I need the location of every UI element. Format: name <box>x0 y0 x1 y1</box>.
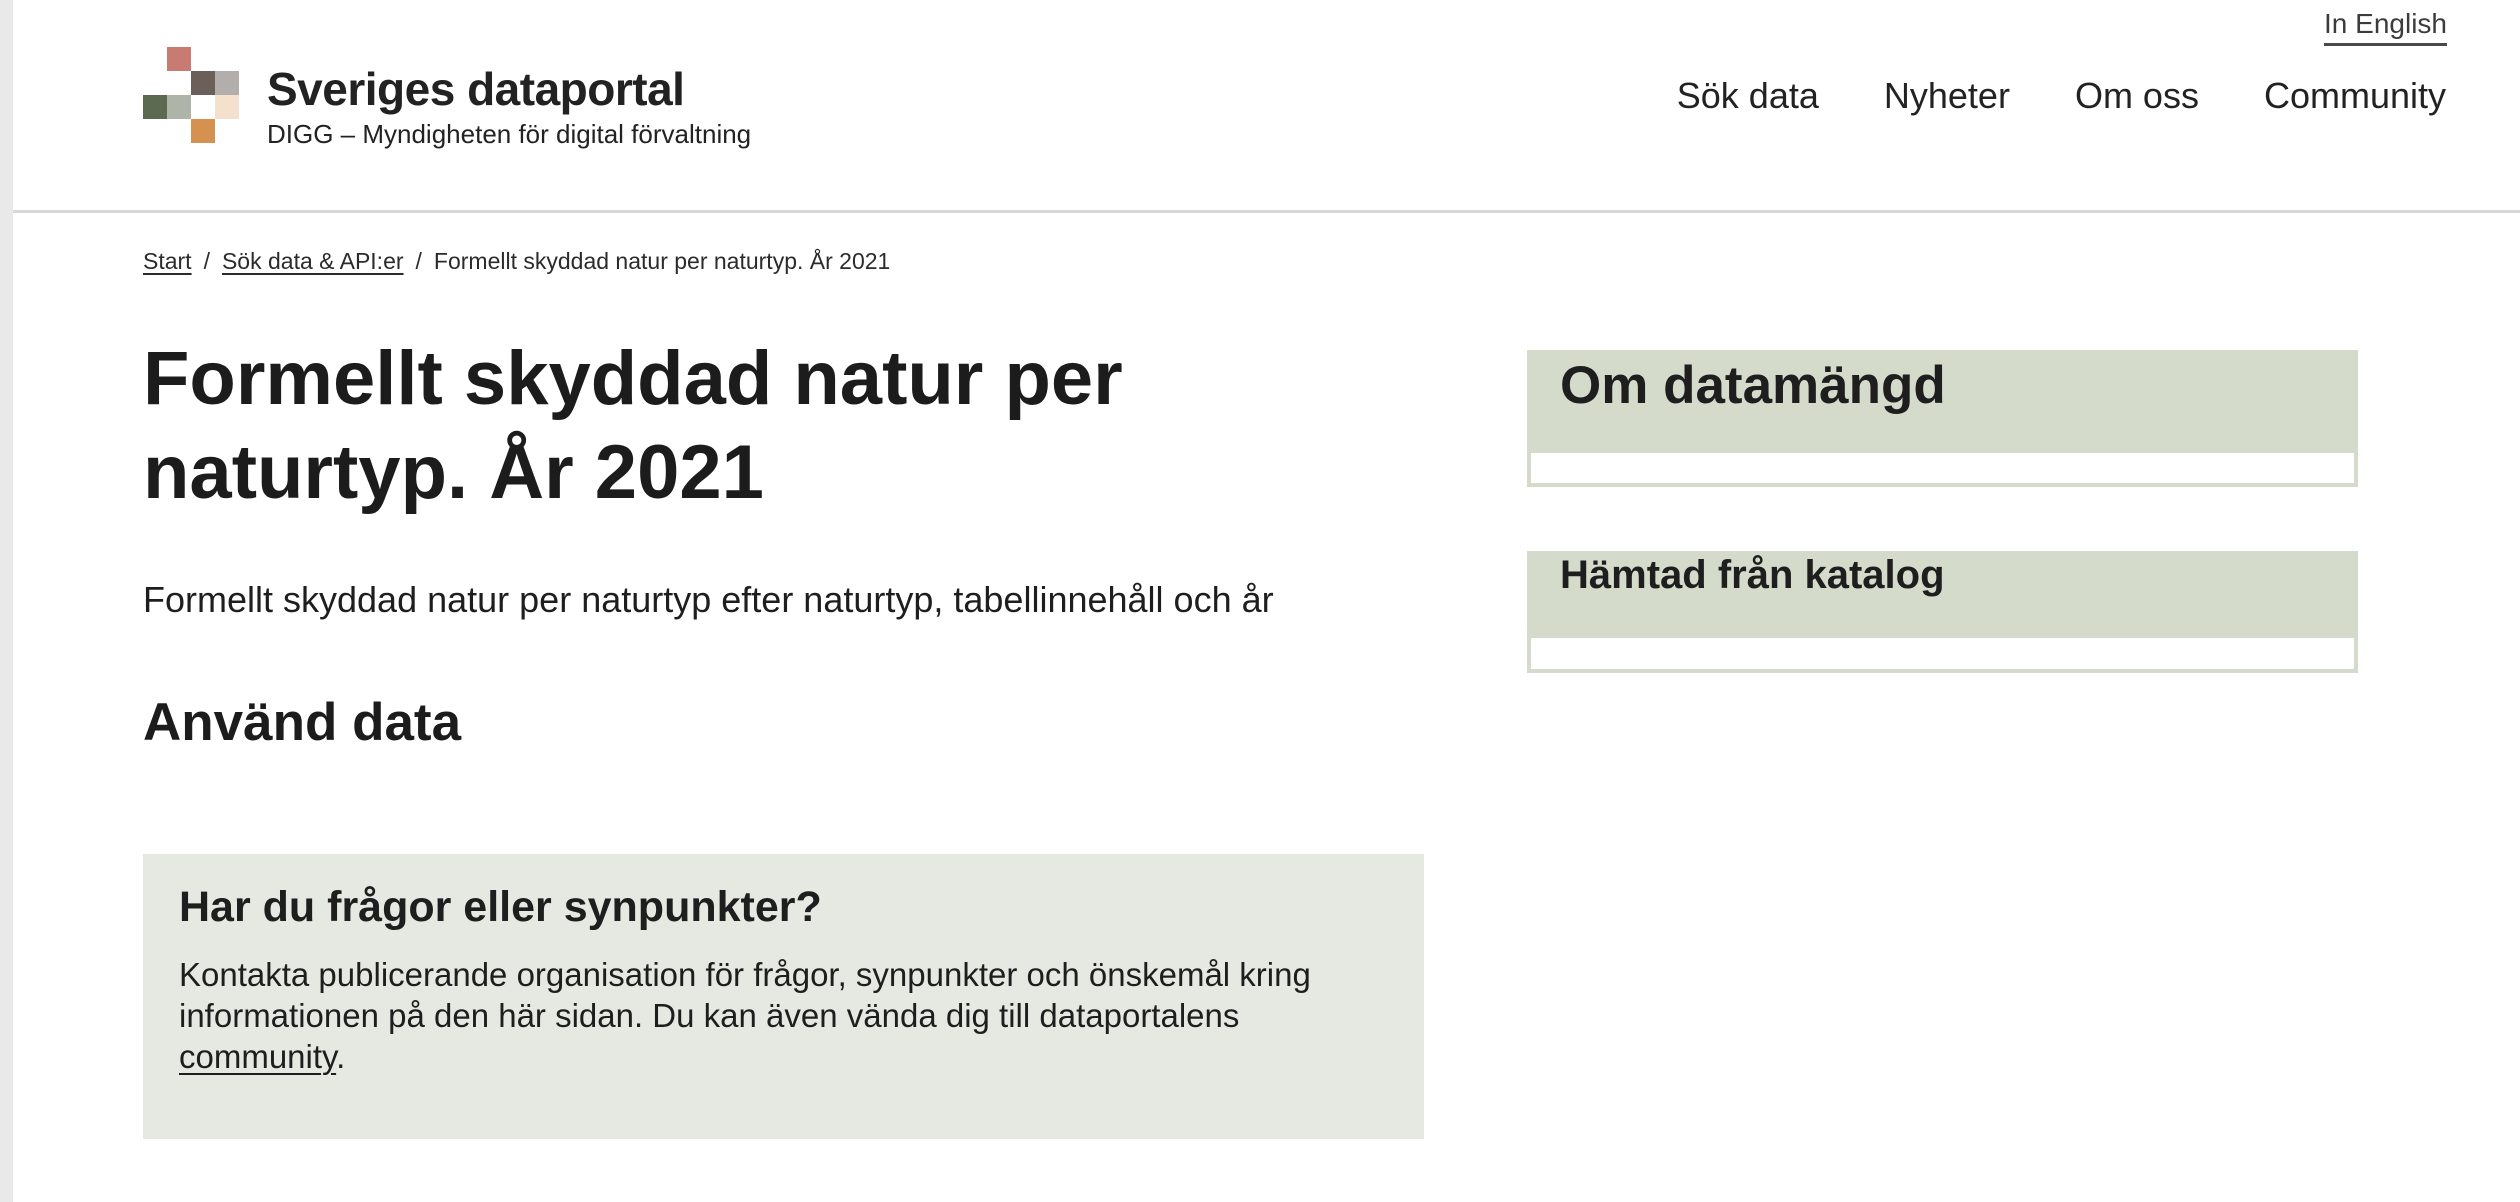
main-nav <box>1677 74 2446 118</box>
language-switch-link[interactable]: In English <box>2324 8 2447 46</box>
sidebar-box-om-datamangd <box>1527 350 2358 487</box>
breadcrumb <box>143 246 890 276</box>
logo-square-red <box>167 47 191 71</box>
logo-square-dark-brown <box>191 71 215 95</box>
sidebar-box-header <box>1527 350 2358 453</box>
sidebar-box-body <box>1531 453 2354 483</box>
nav-item-sok-data[interactable]: Sök data <box>1676 75 1819 116</box>
logo-square-orange <box>191 119 215 143</box>
breadcrumb-link-sok-data[interactable]: Sök data & API:er <box>221 248 404 274</box>
nav-item-community[interactable]: Community <box>2263 75 2446 116</box>
contact-box <box>143 854 1424 1139</box>
site-title: Sveriges dataportal <box>267 63 685 115</box>
logo-square-dark-green <box>143 95 167 119</box>
site-subtitle: DIGG – Myndigheten för digital förvaltning <box>267 119 752 149</box>
section-heading-anvand-data: Använd data <box>143 693 462 752</box>
logo-square-cream <box>215 95 239 119</box>
sidebar-box-body <box>1531 638 2354 669</box>
site-logo[interactable] <box>143 47 239 143</box>
sidebar-box-header <box>1527 551 2358 638</box>
contact-box-body: Kontakta publicerande organisation för frågor, synpunkter och önskemål kring informationen på den här sidan. Du kan även vända dig till dataportalens <box>179 956 1311 1034</box>
contact-box-period: . <box>336 1038 346 1075</box>
breadcrumb-link-start[interactable]: Start <box>143 248 192 274</box>
community-link[interactable]: community <box>179 1038 337 1075</box>
page-title: Formellt skyddad natur per naturtyp. År 2021 <box>143 336 1123 515</box>
logo-square-white <box>191 95 215 119</box>
page-description: Formellt skyddad natur per naturtyp efter naturtyp, tabellinnehåll och år <box>143 579 1274 620</box>
logo-square-sage <box>167 95 191 119</box>
logo-square-light-gray <box>215 71 239 95</box>
contact-box-heading: Har du frågor eller synpunkter? <box>179 883 822 931</box>
contact-box-text <box>179 954 1349 1077</box>
brand-block <box>267 62 751 150</box>
sidebar-box-hamtad-fran-katalog <box>1527 551 2358 673</box>
window-edge-strip <box>0 0 13 1202</box>
nav-item-nyheter[interactable]: Nyheter <box>1883 75 2010 116</box>
breadcrumb-separator: / <box>415 248 422 274</box>
breadcrumb-separator: / <box>203 248 210 274</box>
header-divider <box>13 210 2520 213</box>
nav-item-om-oss[interactable]: Om oss <box>2074 75 2199 116</box>
sidebar-box-heading: Hämtad från katalog <box>1560 553 1945 597</box>
logo-squares-icon <box>143 47 239 143</box>
breadcrumb-current: Formellt skyddad natur per naturtyp. År 2021 <box>433 248 891 274</box>
sidebar-box-heading: Om datamängd <box>1560 356 1946 415</box>
